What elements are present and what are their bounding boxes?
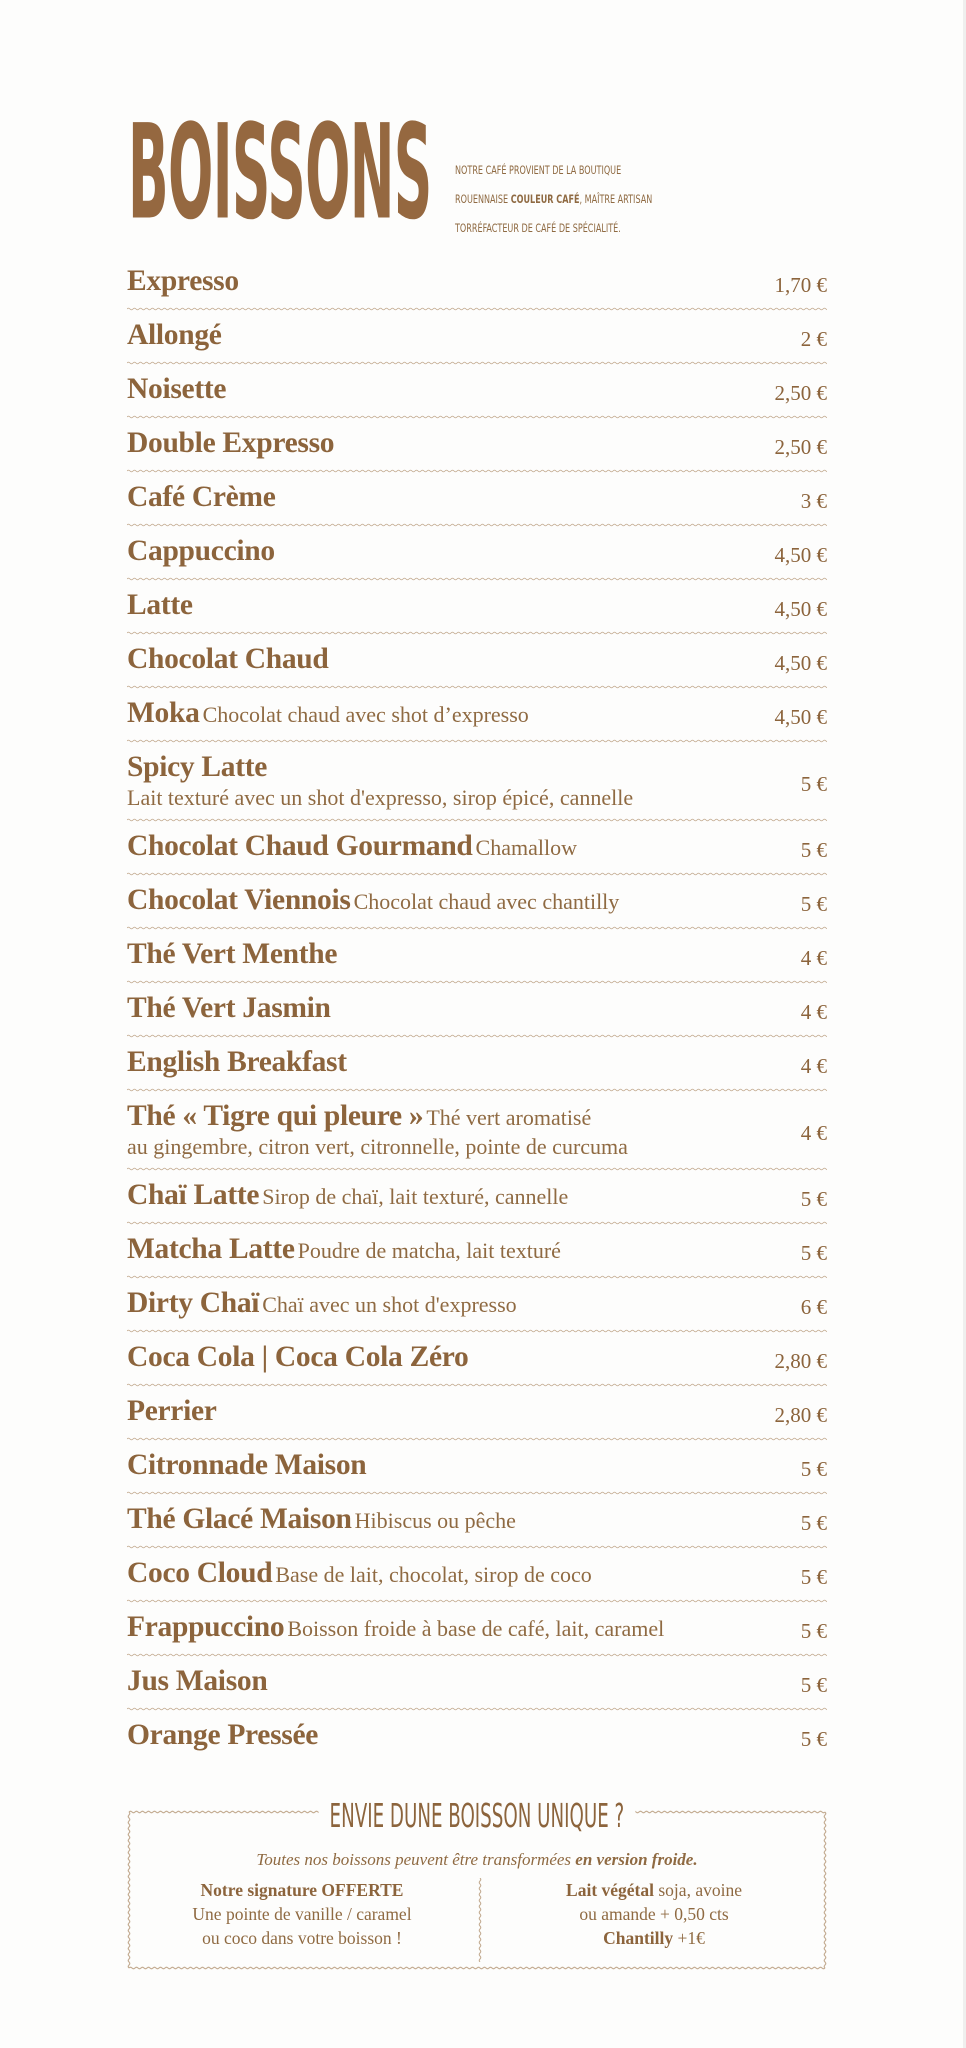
menu-item-texts xyxy=(127,373,727,406)
menu-item-name: Double Expresso xyxy=(127,427,335,459)
menu-item-texts xyxy=(127,1557,727,1590)
menu-item-price: 4,50 € xyxy=(774,543,827,567)
menu-item-price: 4 € xyxy=(800,1000,827,1024)
menu-item xyxy=(127,1604,827,1658)
menu-item-price: 5 € xyxy=(800,1511,827,1535)
menu-item-name: Chaï Latte xyxy=(127,1179,260,1211)
menu-item xyxy=(127,1550,827,1604)
menu-item-description: Chocolat chaud avec chantilly xyxy=(353,889,620,914)
menu-item-description: Thé vert aromatisé xyxy=(426,1105,592,1130)
note-text: Toutes nos boissons peuvent être transformées xyxy=(256,1850,576,1869)
menu-item-description: Poudre de matcha, lait texturé xyxy=(297,1238,561,1263)
menu-item-name: Noisette xyxy=(127,373,227,405)
box-title-wrap xyxy=(127,1798,827,1836)
menu-item xyxy=(127,744,827,823)
menu-item-texts xyxy=(127,481,727,514)
menu-item xyxy=(127,877,827,931)
menu-item-price: 2 € xyxy=(800,327,827,351)
menu-item-texts xyxy=(127,589,727,622)
menu-item-name: Jus Maison xyxy=(127,1665,268,1697)
menu-item xyxy=(127,690,827,744)
menu-item-price: 4 € xyxy=(800,1054,827,1078)
menu-item xyxy=(127,823,827,877)
menu-item-texts xyxy=(127,884,727,917)
menu-item xyxy=(127,582,827,636)
menu-item-description-line: Lait texturé avec un shot d'expresso, sirop épicé, cannelle xyxy=(127,785,634,810)
menu-item xyxy=(127,1172,827,1226)
menu-item-texts xyxy=(127,1449,727,1482)
menu-item-texts xyxy=(127,265,727,298)
menu-item-price: 5 € xyxy=(800,772,827,796)
menu-item-name: Frappuccino xyxy=(127,1611,285,1643)
menu-item-name: Coco Cloud xyxy=(127,1557,273,1589)
plant-milk-label: Lait végétal xyxy=(566,1880,654,1900)
tagline-line-3: TORRÉFACTEUR DE CAFÉ DE SPÉCIALITÉ. xyxy=(455,221,621,235)
menu-item-description: Sirop de chaï, lait texturé, cannelle xyxy=(262,1184,569,1209)
menu-item-texts xyxy=(127,1719,727,1752)
menu-item-texts xyxy=(127,992,727,1025)
menu-item-name: Moka xyxy=(127,697,200,729)
menu-item-price: 4 € xyxy=(800,946,827,970)
menu-item-price: 4,50 € xyxy=(774,597,827,621)
signature-line: Une pointe de vanille / caramel xyxy=(192,1904,412,1924)
menu-item-price: 4,50 € xyxy=(774,705,827,729)
menu-item-name: Allongé xyxy=(127,319,222,351)
menu-item-name: Thé Vert Menthe xyxy=(127,938,338,970)
menu-item-texts xyxy=(127,1179,727,1212)
extras-line: soja, avoine xyxy=(654,1880,742,1900)
menu-item-name: Spicy Latte xyxy=(127,751,268,783)
menu-item-price: 1,70 € xyxy=(774,273,827,297)
menu-item-name: English Breakfast xyxy=(127,1046,347,1078)
menu-item xyxy=(127,985,827,1039)
box-divider xyxy=(477,1878,483,1962)
menu-item-texts xyxy=(127,751,727,811)
menu-item xyxy=(127,1093,827,1172)
menu-item-name: Expresso xyxy=(127,265,239,297)
extras-offer xyxy=(499,1878,809,1950)
menu-item xyxy=(127,420,827,474)
menu-item-name: Chocolat Chaud xyxy=(127,643,329,675)
menu-item-price: 4,50 € xyxy=(774,651,827,675)
note-emphasis: en version froide. xyxy=(575,1850,698,1869)
menu-item-price: 2,80 € xyxy=(774,1349,827,1373)
coffee-origin-tagline xyxy=(455,156,720,243)
menu-item xyxy=(127,1442,827,1496)
menu-item-texts xyxy=(127,938,727,971)
menu-item-price: 5 € xyxy=(800,838,827,862)
menu-item-price: 5 € xyxy=(800,1673,827,1697)
menu-item-description: Chamallow xyxy=(475,835,577,860)
menu-item xyxy=(127,1658,827,1712)
menu-item xyxy=(127,1280,827,1334)
menu-item-texts xyxy=(127,1395,727,1428)
extras-line: +1€ xyxy=(673,1928,705,1948)
signature-offer xyxy=(147,1878,457,1950)
menu-item xyxy=(127,1334,827,1388)
menu-item-name: Citronnade Maison xyxy=(127,1449,367,1481)
tagline-line-2 xyxy=(455,185,720,214)
menu-item-price: 3 € xyxy=(800,489,827,513)
box-title: ENVIE DUNE BOISSON UNIQUE ? xyxy=(319,1798,636,1836)
menu-item-price: 2,50 € xyxy=(774,435,827,459)
menu-item-texts xyxy=(127,427,727,460)
menu-item xyxy=(127,636,827,690)
menu-item-price: 5 € xyxy=(800,1457,827,1481)
tagline-text: , MAÎTRE ARTISAN xyxy=(579,192,653,206)
menu-item-name: Dirty Chaï xyxy=(127,1287,260,1319)
menu-item-texts xyxy=(127,319,727,352)
menu-header xyxy=(128,97,848,250)
menu-item-description: Boisson froide à base de café, lait, caramel xyxy=(287,1616,665,1641)
menu-item-description-line: au gingembre, citron vert, citronnelle, pointe de curcuma xyxy=(127,1134,628,1159)
menu-item xyxy=(127,1388,827,1442)
menu-item-name: Cappuccino xyxy=(127,535,275,567)
roaster-name: COULEUR CAFÉ xyxy=(510,192,580,206)
menu-item-price: 4 € xyxy=(800,1121,827,1145)
menu-item xyxy=(127,1496,827,1550)
page-title: BOISSONS xyxy=(128,97,432,250)
menu-item-texts xyxy=(127,1233,727,1266)
menu-item-texts xyxy=(127,697,727,730)
menu-item-texts xyxy=(127,1287,727,1320)
menu-item xyxy=(127,1712,827,1766)
menu-item-name: Thé « Tigre qui pleure » xyxy=(127,1100,424,1132)
menu-item-price: 2,80 € xyxy=(774,1403,827,1427)
menu-item-texts xyxy=(127,1503,727,1536)
menu-item xyxy=(127,312,827,366)
menu-item xyxy=(127,1226,827,1280)
menu-item-name: Matcha Latte xyxy=(127,1233,295,1265)
menu-item-name: Thé Glacé Maison xyxy=(127,1503,352,1535)
menu-item-name: Orange Pressée xyxy=(127,1719,319,1751)
menu-item-texts xyxy=(127,535,727,568)
menu-item-texts xyxy=(127,1046,727,1079)
menu-item-texts xyxy=(127,1665,727,1698)
tagline-text: ROUENNAISE xyxy=(455,192,511,206)
menu-item-price: 2,50 € xyxy=(774,381,827,405)
menu-item-name: Latte xyxy=(127,589,193,621)
menu-item-price: 5 € xyxy=(800,1619,827,1643)
menu-item-name: Perrier xyxy=(127,1395,217,1427)
extras-line: ou amande + 0,50 cts xyxy=(579,1904,729,1924)
menu-item-price: 6 € xyxy=(800,1295,827,1319)
menu-item xyxy=(127,931,827,985)
menu-item-texts xyxy=(127,1341,727,1374)
menu-item xyxy=(127,1039,827,1093)
menu-item-description: Hibiscus ou pêche xyxy=(354,1508,516,1533)
menu-item-texts xyxy=(127,643,727,676)
menu-item xyxy=(127,366,827,420)
menu-item-price: 5 € xyxy=(800,1727,827,1751)
menu-item xyxy=(127,474,827,528)
menu-item xyxy=(127,528,827,582)
drinks-list xyxy=(127,258,827,1766)
menu-item-name: Chocolat Viennois xyxy=(127,884,351,916)
unique-drink-box xyxy=(127,1798,827,1971)
menu-item-texts xyxy=(127,830,727,863)
menu-item-name: Chocolat Chaud Gourmand xyxy=(127,830,473,862)
menu-item-price: 5 € xyxy=(800,1241,827,1265)
menu-item-name: Coca Cola | Coca Cola Zéro xyxy=(127,1341,469,1373)
signature-title: Notre signature OFFERTE xyxy=(200,1880,404,1900)
menu-item-description: Base de lait, chocolat, sirop de coco xyxy=(275,1562,592,1587)
menu-item-texts xyxy=(127,1611,727,1644)
menu-item-price: 5 € xyxy=(800,1187,827,1211)
chantilly-label: Chantilly xyxy=(603,1928,674,1948)
tagline-line-1: NOTRE CAFÉ PROVIENT DE LA BOUTIQUE xyxy=(455,163,622,177)
signature-line: ou coco dans votre boisson ! xyxy=(202,1928,402,1948)
menu-item-description: Chaï avec un shot d'expresso xyxy=(262,1292,517,1317)
menu-item xyxy=(127,258,827,312)
cold-version-note xyxy=(127,1850,827,1870)
menu-item-description: Chocolat chaud avec shot d’expresso xyxy=(202,702,529,727)
menu-item-name: Thé Vert Jasmin xyxy=(127,992,331,1024)
menu-item-texts xyxy=(127,1100,727,1160)
menu-item-name: Café Crème xyxy=(127,481,276,513)
menu-item-price: 5 € xyxy=(800,892,827,916)
menu-item-price: 5 € xyxy=(800,1565,827,1589)
